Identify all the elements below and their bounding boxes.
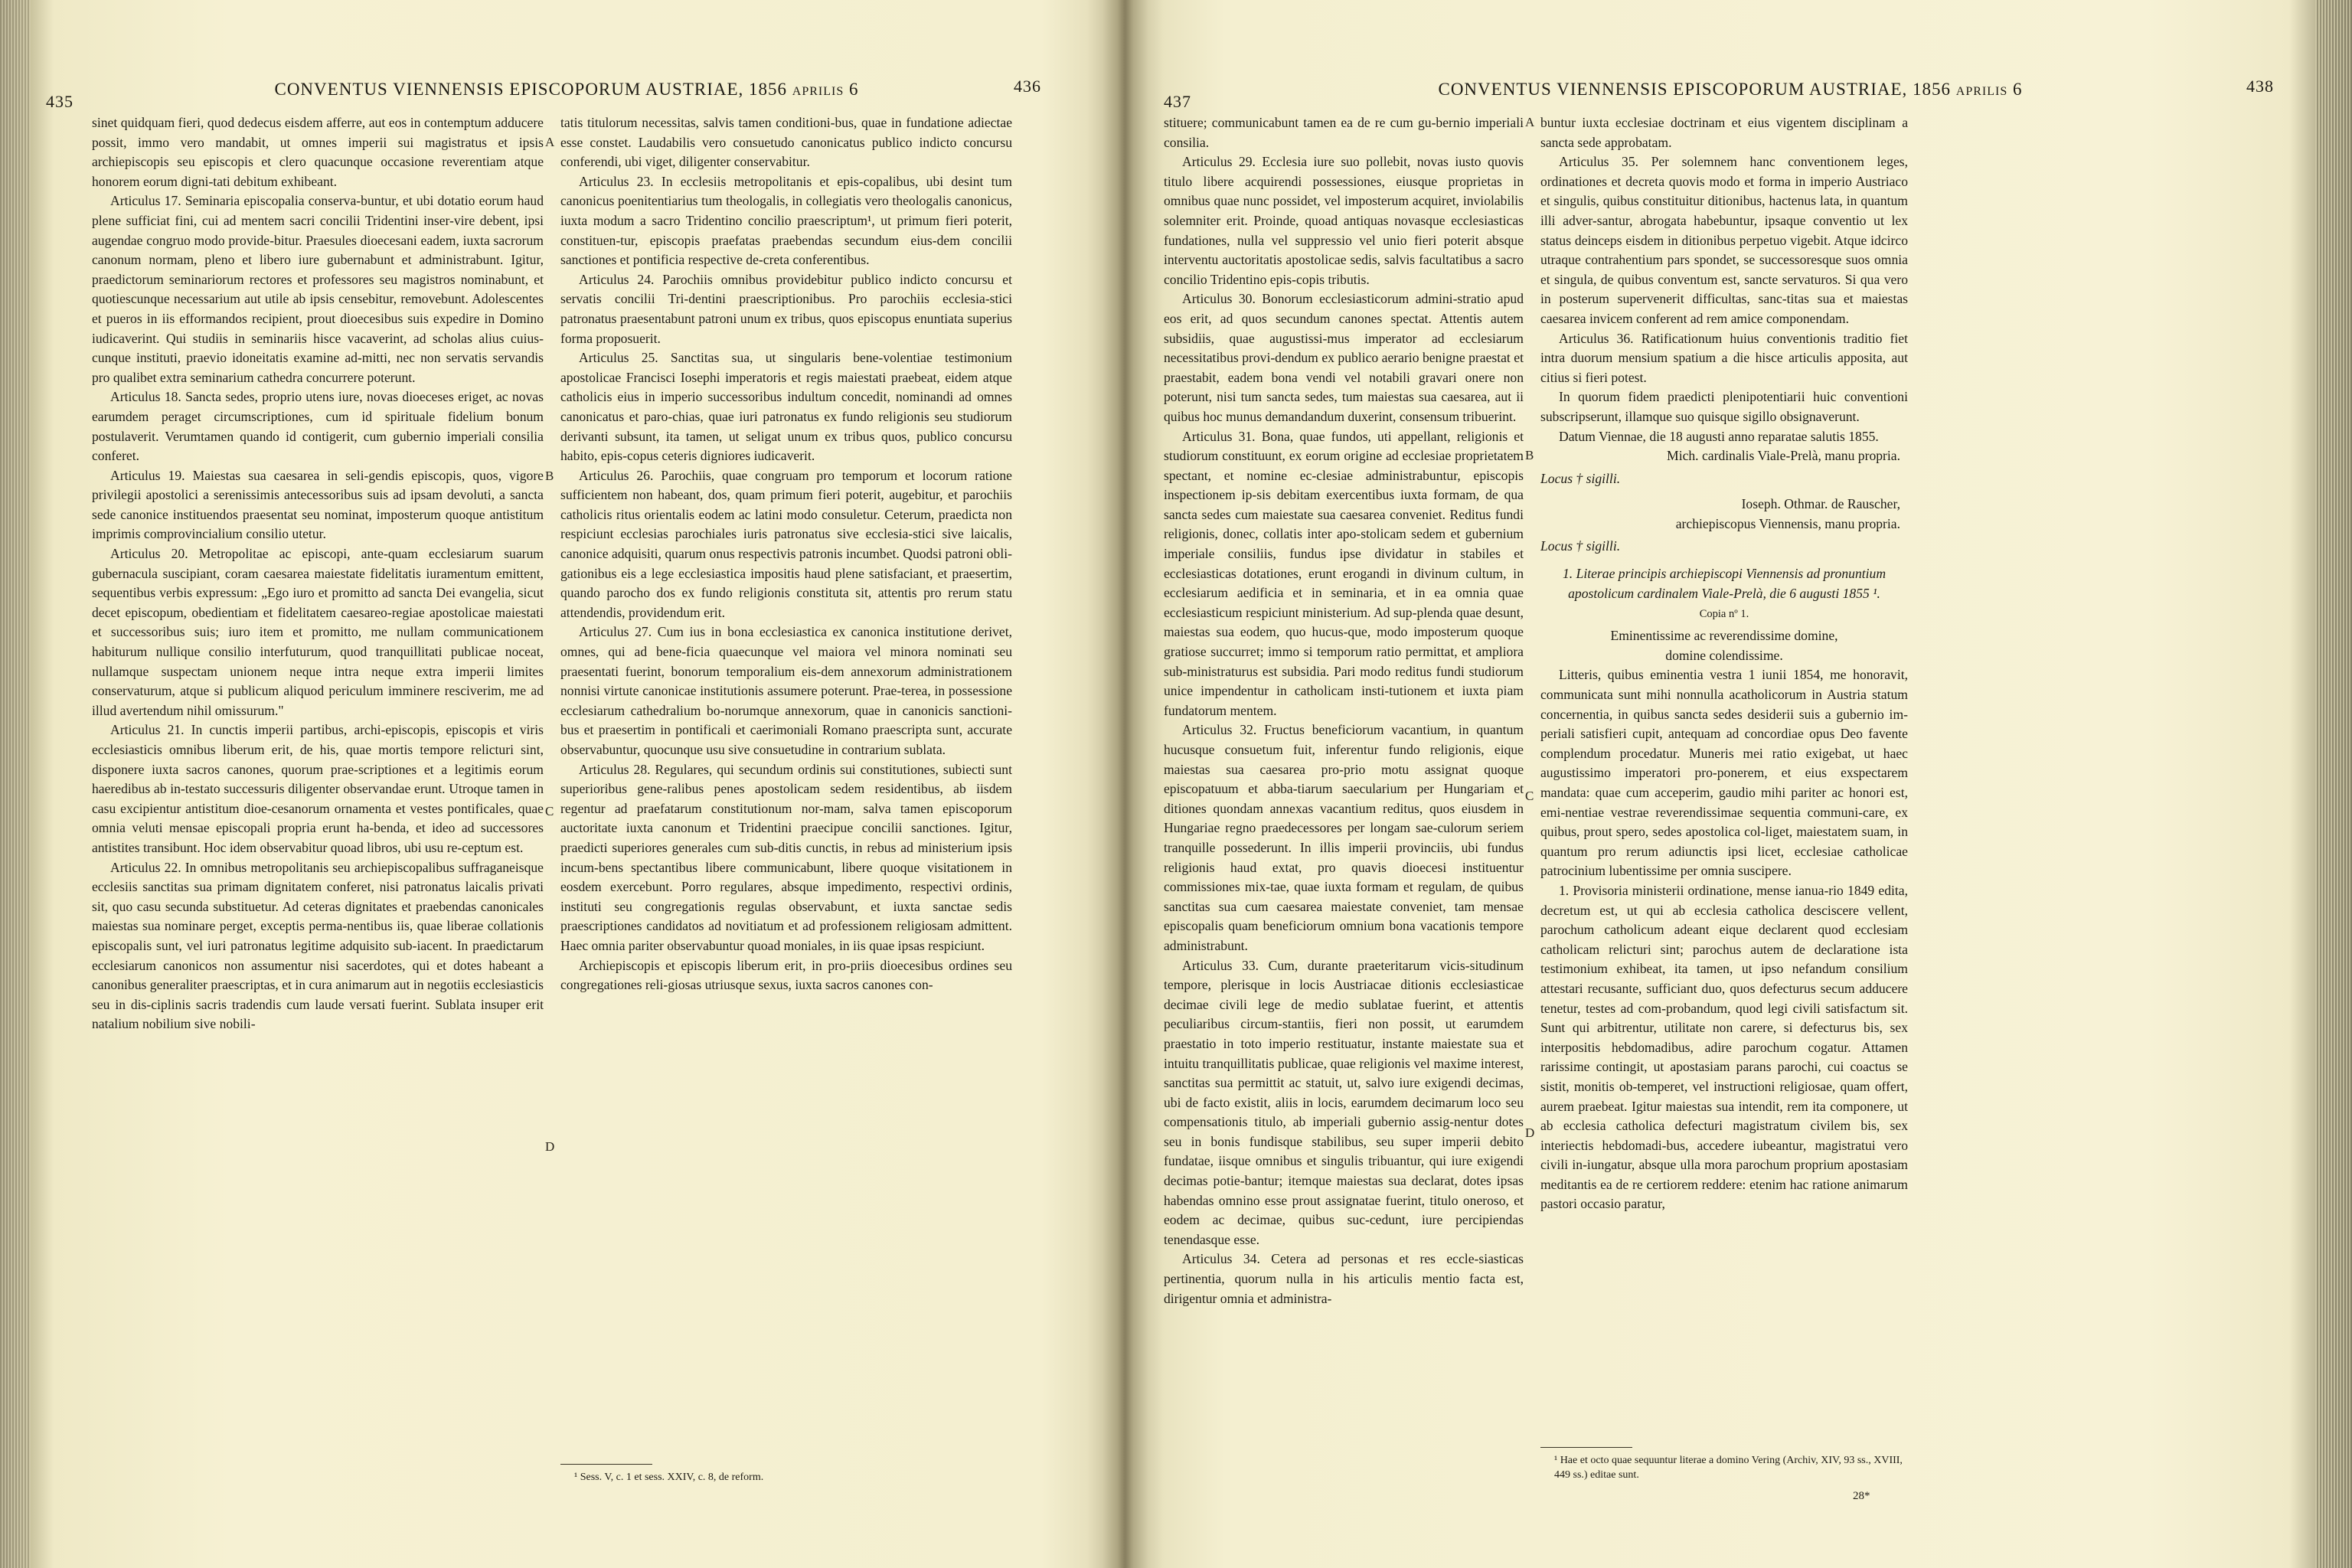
paragraph: buntur iuxta ecclesiae doctrinam et eius vigentem disciplinam a sancta sede approbatam. xyxy=(1540,115,1908,150)
text-column-1 xyxy=(1164,113,1524,1491)
text-column-2 xyxy=(1540,113,1908,1446)
signature-line: Mich. cardinalis Viale-Prelà, manu propria. xyxy=(1667,448,1900,464)
paragraph: Articulus 28. Regulares, qui secundum ordinis sui constitutiones, subiecti sunt superioribus gene-ralibus penes apostolicam sedem residentibus, ab iisdem regentur ad praefatarum constitutionum nor-mam, salva tamen episcoporum auctoritate iuxta canonum et Tridentini praecipue concilii sanctiones. Igitur, praedicti superiores generales cum sub-ditis cunctis, in rebus ad ministerium ipsis incum-bens spectantibus libere communicabunt, libere quoque visitationem in eosdem exercebunt. Porro regulares, absque impedimento, respectivi ordinis, instituti seu congregationis regulas observabunt, et iuxta sanctae sedis praescriptiones candidatos ad novitiatum et ad professionem religiosam admittent. Haec omnia pariter observabuntur quoad moniales, in iis quae ipsas respiciunt. xyxy=(560,761,1012,953)
margin-marker: A xyxy=(545,135,555,149)
paragraph: Articulus 35. Per solemnem hanc conventionem leges, ordinationes et decreta quovis modo et forma in imperio Austriaco et singulis, quibus constituitur ditionibus, hactenus lata, in quantum illi adver-santur, abrogata habebuntur, ipsaque conventio ut lex status deinceps eisdem in ditionibus perpetuo vigebit. Atque idcirco utraque contrahentium pars spondet, se successoresque suos omnia et singula, de quibus conventum est, sancte servaturos. Si qua vero in posterum supervenerit difficultas, sanc-titas sua et maiestas caesarea invicem conferent ad rem amice componendam. xyxy=(1540,154,1908,326)
paragraph: Articulus 24. Parochiis omnibus providebitur publico indicto concursu et servatis concilii Tri-dentini praescriptionibus. Pro parochiis ecclesia-stici patronatus praesentabunt patroni unum ex tribus, quos episcopus enuntiata superius forma proposuerit. xyxy=(560,271,1012,346)
margin-marker: D xyxy=(1525,1125,1535,1140)
footnote: ¹ Sess. V, c. 1 et sess. XXIV, c. 8, de reform. xyxy=(574,1472,764,1483)
footnote: ¹ Hae et octo quae sequuntur literae a domino Vering (Archiv, XIV, 93 ss., XVIII, 449 ss.) editae sunt. xyxy=(1554,1455,1903,1481)
margin-marker: B xyxy=(545,469,554,483)
running-head xyxy=(46,74,1087,112)
page-number: 435 xyxy=(46,92,74,111)
paragraph: Articulus 26. Parochiis, quae congruam pro temporum et locorum ratione sufficientem non habeant, dos, quam primum fieri poterit, augebitur, et parochiis catholicis ritus orientalis eodem ac latini modo consuletur. Ceterum, praedicta non respiciunt ecclesias parochiales iuris patronatus sive ecclesia-stici sive laicalis, canonice adquisiti, quarum onus respectivis patronis incumbet. Quodsi patroni obli-gationibus eis a lege ecclesiastica impositis haud plene satisfaciant, et praesertim, quando parocho dos ex fundo religionis constituta sit, attentis pro rerum statu attendendis, providendum erit. xyxy=(560,467,1012,620)
paragraph: Articulus 21. In cunctis imperii partibus, archi-episcopis, episcopis et viris ecclesiasticis omnibus liberum erit, de his, quae mortis tempore relicturi sint, disponere iuxta sacros canones, quorum prae-scriptiones et a legitimis eorum haeredibus ab in-testato successuris diligenter observandae erunt. Utroque tamen in casu excipientur antistitum dioe-cesanorum ornamenta et vestes pontificales, quae omnia veluti mensae episcopali propria erunt ha-benda, et ideo ad successores antistites transibunt. Hoc idem observabitur quoad libros, ubi usu re-ceptum est. xyxy=(92,722,544,855)
paragraph: 1. Provisoria ministerii ordinatione, mense ianua-rio 1849 edita, decretum est, ut qui ab ecclesia catholica desciscere vellent, parochum catholicum adeant eique declarent quod ecclesiam catholicam relicturi sint; parochus autem de declaratione ista testimonium exhibeat, ita tamen, ut ipso nefandum consilium attestari recusante, sufficiant duo, quos defecturus secum adducere tenetur, testes ad com-probandum, quod legi civili satisfactum sit. Sunt qui arbitrentur, utilitate non carere, si defecturus bis, sex interpositis hebdomadibus, adire parochum cogatur. Attamen rarissime contingit, ut apostasiam parans parochi, cui coactus se sistit, monitis ob-temperet, vel instructioni religiosae, quam offert, aurem praebeat. Igitur maiestas sua intendit, rem ita componere, ut ab ecclesia catholica defecturi magistratum civilem bis, sex interiectis hebdomadi-bus, accedere iubeantur, magistratui vero civili in-iungatur, absque ulla mora parochum proprium apostasiam meditantis ea de re certiorem reddere: etenim hac ratione animarum pastori occasio paratur, xyxy=(1540,882,1908,1212)
seal-note: Locus † sigilli. xyxy=(1540,538,1621,554)
paragraph: Articulus 36. Ratificationum huius conventionis traditio fiet intra duorum mensium spatium a die hisce articulis apposita, aut citius si fieri potest. xyxy=(1540,330,1908,385)
paragraph: Datum Viennae, die 18 augusti anno reparatae salutis 1855. xyxy=(1559,428,1879,444)
paragraph: Articulus 18. Sancta sedes, proprio utens iure, novas dioeceses eriget, ac novas earumdem peraget circumscriptiones, cum id spirituale fidelium bonum postulaverit. Verumtamen quando id contigerit, cum gubernio imperiali consilia conferet. xyxy=(92,389,544,464)
salutation: domine colendissime. xyxy=(1665,647,1783,663)
paragraph: Articulus 17. Seminaria episcopalia conserva-buntur, et ubi dotatio eorum haud plene sufficiat fini, cui ad mentem sacri concilii Tridentini inser-vire debent, ipsi augendae congruo modo provide-bitur. Praesules dioecesani eadem, iuxta sacrorum canonum normam, pleno et libero iure gubernabunt et administrabunt. Igitur, praedictorum seminariorum rectores et professores seu magistros nominabunt, et quotiescunque necessarium aut utile ab ipsis censebitur, removebunt. Adolescentes et pueros in iis efformandos recipient, prout dioecesibus suis expedire in Domino iudicaverint. Qui studiis in seminariis hisce vacaverint, ad scholas alius cuius-cunque instituti, praevio idoneitatis examine ad-mitti, nec non servatis servandis pro qualibet extra seminarium cathedra concurrere poterunt. xyxy=(92,193,544,385)
paragraph: Articulus 27. Cum ius in bona ecclesiastica ex canonica institutione derivet, omnes, qui ad bene-ficia quaecunque vel maiora vel minora nominati seu praesentati fuerint, bonorum temporalium eis-dem annexorum administrationem nonnisi virtute canonicae institutionis assumere poterunt. Prae-terea, in possessione ecclesiarum cathedralium bo-norumque annexorum, quae in canonicis sanctioni-bus et praesertim in pontificali et caerimoniali Romano praescripta sunt, accurate observabuntur, quocunque usu sive consuetudine in contrarium sublata. xyxy=(560,624,1012,757)
signature-line: Ioseph. Othmar. de Rauscher, xyxy=(1741,496,1900,512)
running-head xyxy=(1164,74,2297,112)
paragraph: sinet quidquam fieri, quod dedecus eisdem afferre, aut eos in contemptum adducere possit, immo vero mandabit, ut omnes imperii sui magistratus et ipsis archiepiscopis seu episcopis et clero quacunque occasione reverentiam atque honorem eorum digni-tati debitum exhibeant. xyxy=(92,115,544,189)
margin-marker: C xyxy=(1525,789,1534,803)
margin-marker: D xyxy=(545,1139,555,1154)
paragraph: Archiepiscopis et episcopis liberum erit, in pro-priis dioecesibus ordines seu congregationes reli-giosas utriusque sexus, iuxta sacros canones con- xyxy=(560,957,1012,993)
text-column-1 xyxy=(92,113,544,1507)
paragraph: In quorum fidem praedicti plenipotentiarii huic conventioni subscripserunt, illamque suo quisque sigillo obsignaverunt. xyxy=(1540,389,1908,424)
paragraph: Articulus 33. Cum, durante praeteritarum vicis-situdinum tempore, plerisque in locis Austriacae ditionis ecclesiasticae decimae civili lege de medio sublatae fuerint, et attentis peculiaribus circum-stantiis, fieri non possit, ut earumdem praestatio in toto imperio restituatur, instante maiestate sua et intuitu tranquillitatis publicae, quae religionis vel maxime interest, sanctitas sua permittit ac statuit, ut, salvo iure exigendi decimas, ubi de facto existit, aliis in locis, earumdem decimarum loco seu compensationis titulo, ab imperiali gubernio assig-nentur dotes seu in bonis fundisque stabilibus, seu super imperii debito fundatae, iisque omnibus et singulis tribuantur, qui iure exigendi decimas potie-bantur; itemque maiestas sua declarat, dotes ipsas habendas omnino esse prout assignatae fuerint, titulo oneroso, et eodem ac decimae, quibus suc-cedunt, iure percipiendas tenendasque esse. xyxy=(1164,957,1524,1247)
right-page xyxy=(1164,0,2297,1568)
text-column-2 xyxy=(560,113,1012,1461)
letter-heading: 1. Literae principis archiepiscopi Viennensis ad pronuntium apostolicum cardinalem Viale-Prelà, die 6 augusti 1855 ¹. xyxy=(1562,566,1886,601)
page-number: 436 xyxy=(1014,77,1041,96)
running-head-title: CONVENTUS VIENNENSIS EPISCOPORUM AUSTRIAE, 1856 aprilis 6 xyxy=(274,80,859,99)
left-page xyxy=(46,0,1087,1568)
paragraph: Articulus 32. Fructus beneficiorum vacantium, in quantum hucusque consuetum fuit, inferentur fundo religionis, eique maiestas sua caesarea pro-prio motu assignat quoque episcopatuum et abba-tiarum saecularium per Hungariam et ditiones quondam annexas vacantium reditus, quos eiusdem in Hungariae regno praedecessores per longam sae-culorum seriem tranquille possederunt. In illis imperii provinciis, ubi fundus religionis haud extat, pro quavis dioecesi instituentur commissiones mix-tae, quae iuxta formam et regulam, de quibus sanctitas sua cum caesarea maiestate conveniet, tam mensae episcopalis quam beneficiorum omnium bona vacationis tempore administrabunt. xyxy=(1164,722,1524,953)
margin-marker: A xyxy=(1525,115,1535,129)
paragraph: Articulus 20. Metropolitae ac episcopi, ante-quam ecclesiarum suarum gubernacula suscipiant, coram caesarea maiestate fidelitatis iuramentum emittent, sequentibus verbis expressum: „Ego iuro et promitto ad sancta Dei evangelia, sicut decet episcopum, obedientiam et fidelitatem caesareo-regiae apostolicae maiestati et successoribus suis; iuro item et promitto, me nullam communicationem habiturum nullique consilio interfuturum, quod tranquillitati publicae noceat, nullamque suspectam unionem neque intra neque extra imperii limites conservaturum, atque si publicum aliquod periculum imminere resciverim, me ad illud avertendum nihil omissurum." xyxy=(92,546,544,718)
paragraph: tatis titulorum necessitas, salvis tamen conditioni-bus, quae in fundatione adiectae esse constet. Laudabilis vero consuetudo canonicatus publico indicto concursu conferendi, ubi viget, diligenter conservabitur. xyxy=(560,115,1012,170)
paragraph: Articulus 29. Ecclesia iure suo pollebit, novas iusto quovis titulo libere acquirendi possessiones, eiusque proprietas in omnibus quae nunc possidet, vel imposterum acquiret, inviolabilis solemniter erit. Proinde, quoad antiquas novasque ecclesiasticas fundationes, nulla vel suppressio vel unio fieri poterit absque interventu auctoritatis apostolicae sedis, salvis facultatibus a sacro concilio Tridentino epis-copis tributis. xyxy=(1164,154,1524,287)
salutation: Eminentissime ac reverendissime domine, xyxy=(1610,628,1838,644)
page-number: 438 xyxy=(2246,77,2274,96)
seal-note: Locus † sigilli. xyxy=(1540,470,1621,486)
book-gutter xyxy=(1087,0,1164,1568)
paragraph: Articulus 22. In omnibus metropolitanis seu archiepiscopalibus suffraganeisque ecclesiis sanctitas sua primam dignitatem conferet, nisi patronatus laicalis privati sit, quo casu secunda substituetur. Ad ceteras dignitates et praebendas canonicales maiestas sua nominare perget, exceptis perma-nentibus iis, quae liberae collationis episcopalis sunt, vel iuri patronatus legitime adquisito sub-iacent. In praedictarum ecclesiarum canonicos non assumentur nisi sacerdotes, qui et dotes habeant a canonibus generaliter praescriptas, et in cura animarum aut in negotiis ecclesiasticis seu in dis-ciplinis sacris tradendis cum laude versati fuerint. Sublata insuper erit natalium nobilium sive nobili- xyxy=(92,859,544,1032)
paragraph: Articulus 19. Maiestas sua caesarea in seli-gendis episcopis, quos, vigore privilegii apostolici a serenissimis antecessoribus suis ad ipsam devoluti, a sancta sede canonice instituendos praesentat seu nominat, imposterum quoque antistitum imprimis comprovincialium consilio utetur. xyxy=(92,467,544,542)
page-number: 437 xyxy=(1164,92,1191,111)
paragraph: Litteris, quibus eminentia vestra 1 iunii 1854, me honoravit, communicata sunt mihi nonnulla acatholicorum in Austria statum concernentia, in quibus sancta sedes desiderii suis a gubernio im-periali satisfieri cupit, antequam ad concordiae opus Deo favente complendum procedatur. Muneris mei ratio exigebat, ut haec augustissimo imperatori pro-ponerem, et eius exspectarem mandata: quae cum acceperim, gaudio mihi pariter ac honori est, emi-nentiae vestrae reverendissimae sequentia communi-care, ex quibus, prout spero, sedes apostolica col-liget, maiestatem suam, in quantum pro rerum adiunctis ipsi licet, ecclesiae catholicae patrocinium lubentissime per omnia suscipere. xyxy=(1540,667,1908,879)
signature-mark: 28* xyxy=(1853,1490,1870,1502)
footnote-rule xyxy=(1540,1447,1632,1448)
page-edges-left xyxy=(0,0,31,1568)
paragraph: Articulus 31. Bona, quae fundos, uti appellant, religionis et studiorum constituunt, ex eorum origine ad ecclesiae proprietatem spectant, et nomine ec-clesiae administrabuntur, episcopis inspectionem ip-sis debitam exercentibus iuxta formam, de qua sancta sedes cum maiestate sua caesarea conveniet. Reditus fundi religionis, donec, collatis inter apo-stolicam sedem et gubernium imperiale consiliis, fundus ipse dividatur in stabiles et ecclesiasticas dotationes, erunt erogandi in divinum cultum, in ecclesiarum aedificia et in seminaria, et in ea omnia quae ecclesiasticum respiciunt ministerium. Ad sup-plenda quae desunt, maiestas sua eodem, quo hucus-que, modo imposterum quoque gratiose succurret; immo si temporum ratio permittat, et ampliora sub-ministraturus est subsidia. Pari modo reditus fundi studiorum unice impendentur in catholicam insti-tutionem et iuxta piam fundatorum mentem. xyxy=(1164,428,1524,718)
footnote-rule xyxy=(560,1464,652,1465)
page-edges-right xyxy=(2315,0,2352,1568)
margin-marker: B xyxy=(1525,448,1534,462)
paragraph: Articulus 34. Cetera ad personas et res eccle-siasticas pertinentia, quorum nulla in his articulis mentio facta est, dirigentur omnia et administra- xyxy=(1164,1251,1524,1306)
margin-marker: C xyxy=(545,804,554,818)
copy-note: Copia nº 1. xyxy=(1699,608,1749,621)
paragraph: Articulus 23. In ecclesiis metropolitanis et epis-copalibus, ubi desint tum canonicus poenitentiarius tum theologalis, in collegiatis vero theologalis canonicus, iuxta modum a sacro Tridentino concilio praescriptum¹, ut primum fieri poterit, constituen-tur, episcopis praefatas praebendas secundum eius-dem concilii sanctiones et pontificia respective de-creta conferentibus. xyxy=(560,173,1012,268)
signature-line: archiepiscopus Viennensis, manu propria. xyxy=(1675,515,1900,531)
running-head-title: CONVENTUS VIENNENSIS EPISCOPORUM AUSTRIAE, 1856 aprilis 6 xyxy=(1438,80,2023,99)
paragraph: Articulus 25. Sanctitas sua, ut singularis bene-volentiae testimonium apostolicae Francisci Iosephi imperatoris et regis maiestati praebeat, eidem atque catholicis eius in imperio successoribus indultum concedit, nominandi ad omnes canonicatus et paro-chias, quae iuri patronatus ex fundo religionis seu studiorum derivanti subsunt, ita tamen, ut seligat unum ex tribus quos, publico concursu habito, epis-copus ceteris digniores iudicaverit. xyxy=(560,350,1012,464)
paragraph: Articulus 30. Bonorum ecclesiasticorum admini-stratio apud eos erit, ad quos secundum canones spectat. Attentis autem subsidiis, quae augustissi-mus imperator ad ecclesiarum necessitatibus provi-dendum ex publico aerario benigne praestat et praestabit, eadem bona vendi vel notabili gravari onere non poterunt, nisi tum sancta sedes, tum maiestas sua caesarea, aut ii quibus hoc munus demandandum duxerint, consensum tribuerint. xyxy=(1164,291,1524,424)
paragraph: stituere; communicabunt tamen ea de re cum gu-bernio imperiali consilia. xyxy=(1164,115,1524,150)
